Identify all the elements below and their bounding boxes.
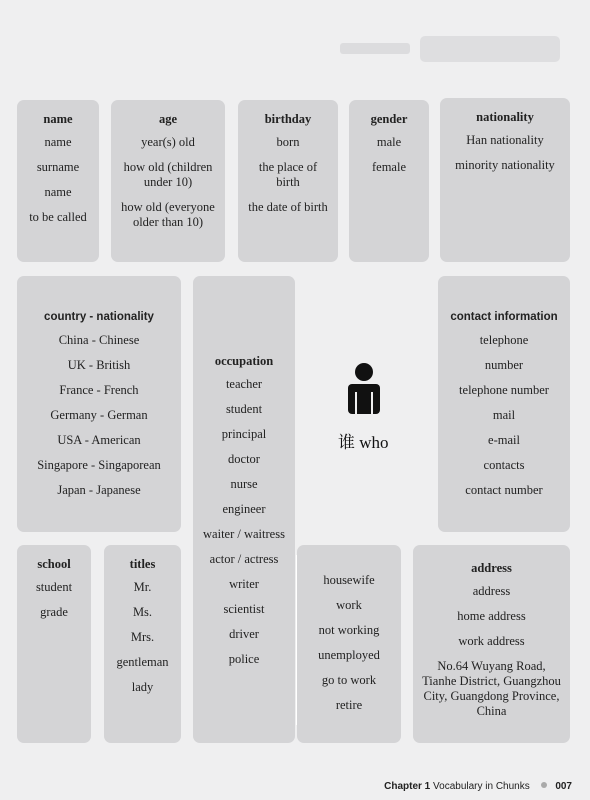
vocab-item: male bbox=[376, 135, 402, 149]
vocab-item: born bbox=[276, 135, 300, 149]
vocab-item: No.64 Wuyang Road, Tianhe District, Guangzhou City, Guangdong Province, China bbox=[422, 659, 561, 718]
vocab-item: China - Chinese bbox=[58, 333, 140, 347]
box-gender bbox=[349, 100, 429, 262]
vocab-item: contacts bbox=[483, 458, 525, 472]
footer-chapter: Chapter 1 bbox=[384, 781, 431, 792]
vocab-item: actor / actress bbox=[209, 552, 279, 566]
box-title: age bbox=[158, 112, 178, 126]
vocab-item: gentleman bbox=[116, 655, 169, 669]
vocab-item: driver bbox=[229, 627, 259, 641]
page-number: 007 bbox=[555, 781, 572, 792]
vocab-item: telephone number bbox=[459, 383, 549, 397]
vocab-item: Ms. bbox=[132, 605, 153, 619]
vocab-item: France - French bbox=[59, 383, 139, 397]
box-address bbox=[413, 545, 570, 743]
vocab-item: waiter / waitress bbox=[203, 527, 285, 541]
vocab-item: Mrs. bbox=[130, 630, 155, 644]
box-birthday bbox=[238, 100, 338, 262]
header-tab bbox=[420, 36, 560, 62]
vocab-item: how old (everyone older than 10) bbox=[121, 200, 215, 229]
vocab-item: telephone bbox=[479, 333, 529, 347]
occupation-divider bbox=[296, 555, 297, 725]
vocab-item: grade bbox=[40, 605, 68, 619]
box-nationality bbox=[440, 98, 570, 262]
vocab-item: UK - British bbox=[67, 358, 131, 372]
vocab-item: not working bbox=[318, 623, 380, 637]
box-titles bbox=[104, 545, 181, 743]
vocab-item: engineer bbox=[222, 502, 266, 516]
box-title: nationality bbox=[476, 110, 534, 124]
vocab-item: doctor bbox=[228, 452, 260, 466]
vocab-item: go to work bbox=[321, 673, 377, 687]
box-occupation bbox=[193, 276, 295, 743]
box-country-nationality bbox=[17, 276, 181, 532]
vocab-item: name bbox=[44, 135, 72, 149]
vocab-item: Mr. bbox=[133, 580, 152, 594]
vocab-item: student bbox=[35, 580, 73, 594]
vocab-item: lady bbox=[131, 680, 154, 694]
box-title: address bbox=[471, 561, 512, 575]
vocab-item: retire bbox=[335, 698, 363, 712]
vocab-item: USA - American bbox=[57, 433, 141, 447]
box-occupation-more bbox=[297, 545, 401, 743]
vocab-item: work address bbox=[458, 634, 525, 648]
page-footer bbox=[384, 781, 572, 792]
vocab-item: Singapore - Singaporean bbox=[37, 458, 161, 472]
vocab-item: minority nationality bbox=[455, 158, 555, 172]
box-contact-information bbox=[438, 276, 570, 532]
box-title: birthday bbox=[264, 112, 312, 126]
who-label: 谁 who bbox=[338, 433, 389, 452]
vocab-item: to be called bbox=[29, 210, 87, 224]
box-title: country - nationality bbox=[44, 311, 154, 323]
vocab-item: writer bbox=[229, 577, 259, 591]
vocab-item: female bbox=[371, 160, 406, 174]
vocab-item: the place of birth bbox=[258, 160, 318, 189]
box-school bbox=[17, 545, 91, 743]
vocab-item: Germany - German bbox=[50, 408, 148, 422]
footer-section: Vocabulary in Chunks bbox=[433, 781, 530, 792]
vocab-item: how old (children under 10) bbox=[123, 160, 213, 189]
box-title: school bbox=[37, 557, 71, 571]
vocab-item: teacher bbox=[225, 377, 263, 391]
vocab-item: unemployed bbox=[318, 648, 380, 662]
vocab-item: contact number bbox=[465, 483, 543, 497]
box-title: occupation bbox=[214, 354, 274, 368]
vocab-item: name bbox=[44, 185, 72, 199]
vocab-item: the date of birth bbox=[248, 200, 328, 214]
box-age bbox=[111, 100, 225, 262]
box-title: gender bbox=[370, 112, 408, 126]
vocab-item: address bbox=[472, 584, 511, 598]
vocab-item: scientist bbox=[223, 602, 265, 616]
vocab-item: nurse bbox=[230, 477, 258, 491]
box-title: titles bbox=[129, 557, 156, 571]
vocab-item: home address bbox=[457, 609, 526, 623]
vocab-item: Japan - Japanese bbox=[57, 483, 141, 497]
vocab-item: principal bbox=[221, 427, 267, 441]
vocab-item: student bbox=[225, 402, 263, 416]
box-title: contact information bbox=[450, 311, 558, 323]
box-name bbox=[17, 100, 99, 262]
vocab-item: number bbox=[484, 358, 524, 372]
vocab-item: Han nationality bbox=[466, 133, 544, 147]
vocab-item: mail bbox=[492, 408, 516, 422]
vocab-item: year(s) old bbox=[141, 135, 195, 149]
vocab-item: police bbox=[228, 652, 260, 666]
vocab-item: housewife bbox=[323, 573, 375, 587]
box-title: name bbox=[43, 112, 73, 126]
header-label-placeholder bbox=[340, 43, 410, 54]
footer-dot-icon bbox=[541, 782, 547, 788]
vocab-item: surname bbox=[36, 160, 80, 174]
vocab-item: work bbox=[336, 598, 362, 612]
vocab-item: e-mail bbox=[488, 433, 520, 447]
person-icon bbox=[348, 362, 380, 419]
